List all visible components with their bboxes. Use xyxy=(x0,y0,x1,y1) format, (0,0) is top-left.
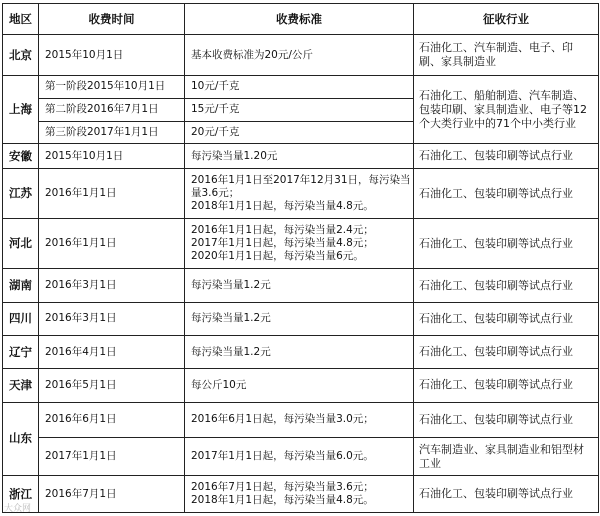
time-cell: 2016年1月1日 xyxy=(39,169,185,219)
standard-cell xyxy=(185,169,414,219)
standard-line: 2016年1月1日起，每污染当量2.4元； xyxy=(191,224,374,237)
fee-table xyxy=(2,3,599,513)
standard-line: 2020年1月1日起，每污染当量6元。 xyxy=(191,250,364,263)
header-time: 收费时间 xyxy=(39,4,185,35)
time-cell: 2016年6月1日 xyxy=(39,402,185,437)
standard-line: 2018年1月1日起，每污染当量4.8元。 xyxy=(191,200,374,213)
table-row xyxy=(3,476,599,513)
region-cell: 四川 xyxy=(3,302,39,335)
time-cell: 第二阶段2016年7月1日 xyxy=(39,98,185,121)
table-row xyxy=(3,219,599,269)
time-cell: 第三阶段2017年1月1日 xyxy=(39,121,185,144)
time-cell: 2016年1月1日 xyxy=(39,219,185,269)
table-row xyxy=(3,369,599,402)
standard-cell: 基本收费标准为20元/公斤 xyxy=(185,35,414,76)
standard-cell xyxy=(185,476,414,513)
watermark: 大众网 xyxy=(4,504,32,514)
region-cell: 江苏 xyxy=(3,169,39,219)
table-row xyxy=(3,35,599,76)
standard-cell xyxy=(185,219,414,269)
time-cell: 第一阶段2015年10月1日 xyxy=(39,75,185,98)
industry-cell: 石油化工、包装印刷等试点行业 xyxy=(414,476,599,513)
industry-cell: 石油化工、船舶制造、汽车制造、包装印刷、家具制造业、电子等12个大类行业中的71个中小类行业 xyxy=(414,75,599,144)
industry-cell: 石油化工、包装印刷等试点行业 xyxy=(414,219,599,269)
table-row xyxy=(3,402,599,437)
time-cell: 2016年3月1日 xyxy=(39,269,185,302)
standard-cell: 2016年6月1日起，每污染当量3.0元； xyxy=(185,402,414,437)
region-cell: 天津 xyxy=(3,369,39,402)
region-cell: 辽宁 xyxy=(3,335,39,368)
industry-cell: 石油化工、包装印刷等试点行业 xyxy=(414,402,599,437)
industry-cell: 石油化工、包装印刷等试点行业 xyxy=(414,269,599,302)
time-cell: 2016年4月1日 xyxy=(39,335,185,368)
table-row xyxy=(3,437,599,476)
header-industry: 征收行业 xyxy=(414,4,599,35)
industry-cell: 石油化工、包装印刷等试点行业 xyxy=(414,302,599,335)
header-standard: 收费标准 xyxy=(185,4,414,35)
time-cell: 2015年10月1日 xyxy=(39,144,185,169)
industry-cell: 汽车制造业、家具制造业和铝型材工业 xyxy=(414,437,599,476)
table-row xyxy=(3,269,599,302)
standard-cell: 每污染当量1.2元 xyxy=(185,269,414,302)
industry-cell: 石油化工、包装印刷等试点行业 xyxy=(414,369,599,402)
header-row xyxy=(3,4,599,35)
table-row xyxy=(3,335,599,368)
standard-cell: 每污染当量1.2元 xyxy=(185,302,414,335)
header-region: 地区 xyxy=(3,4,39,35)
industry-cell: 石油化工、汽车制造、电子、印刷、家具制造业 xyxy=(414,35,599,76)
standard-cell: 10元/千克 xyxy=(185,75,414,98)
table-row xyxy=(3,75,599,98)
standard-cell: 每污染当量1.20元 xyxy=(185,144,414,169)
time-cell: 2015年10月1日 xyxy=(39,35,185,76)
standard-line: 2018年1月1日起，每污染当量4.8元。 xyxy=(191,494,374,507)
industry-cell: 石油化工、包装印刷等试点行业 xyxy=(414,335,599,368)
standard-cell: 每污染当量1.2元 xyxy=(185,335,414,368)
region-cell: 河北 xyxy=(3,219,39,269)
region-cell: 湖南 xyxy=(3,269,39,302)
table-row xyxy=(3,144,599,169)
standard-cell: 每公斤10元 xyxy=(185,369,414,402)
industry-cell: 石油化工、包装印刷等试点行业 xyxy=(414,169,599,219)
table-row xyxy=(3,302,599,335)
standard-cell: 15元/千克 xyxy=(185,98,414,121)
industry-cell: 石油化工、包装印刷等试点行业 xyxy=(414,144,599,169)
table-row xyxy=(3,169,599,219)
standard-cell: 20元/千克 xyxy=(185,121,414,144)
time-cell: 2016年5月1日 xyxy=(39,369,185,402)
region-cell: 山东 xyxy=(3,402,39,476)
region-cell: 安徽 xyxy=(3,144,39,169)
region-cell: 浙江 xyxy=(3,476,39,513)
time-cell: 2017年1月1日 xyxy=(39,437,185,476)
standard-line: 2017年1月1日起，每污染当量4.8元； xyxy=(191,237,374,250)
standard-line: 2016年7月1日起，每污染当量3.6元； xyxy=(191,481,374,494)
time-cell: 2016年7月1日 xyxy=(39,476,185,513)
standard-line: 2016年1月1日至2017年12月31日，每污染当量3.6元； xyxy=(191,174,411,200)
region-cell: 上海 xyxy=(3,75,39,144)
region-cell: 北京 xyxy=(3,35,39,76)
time-cell: 2016年3月1日 xyxy=(39,302,185,335)
standard-cell: 2017年1月1日起，每污染当量6.0元。 xyxy=(185,437,414,476)
